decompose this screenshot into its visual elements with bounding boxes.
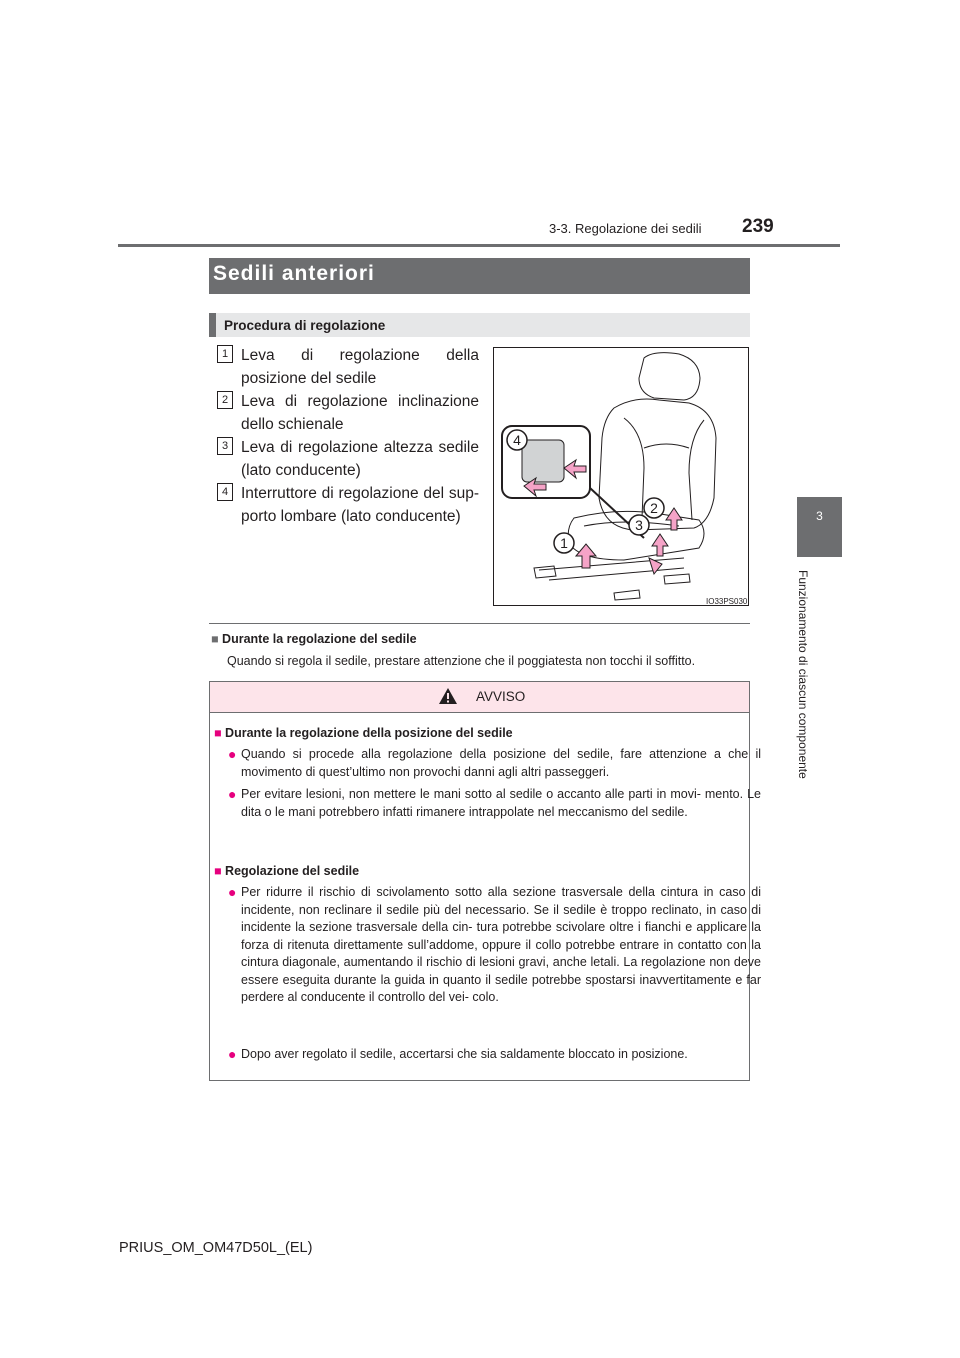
- section-title: 3-3. Regolazione dei sedili: [549, 221, 702, 236]
- chapter-tab-number: 3: [816, 509, 823, 523]
- seat-drawing: [494, 348, 748, 605]
- warning-section-heading-text: Durante la regolazione della posizione del sedile: [225, 726, 513, 740]
- callout-label: 1: [560, 535, 568, 551]
- main-heading: Sedili anteriori: [213, 262, 375, 285]
- document-code: PRIUS_OM_OM47D50L_(EL): [119, 1240, 313, 1256]
- headrest: [639, 353, 700, 400]
- callout-label: 4: [513, 432, 521, 448]
- sub-heading: Procedura di regolazione: [224, 318, 386, 333]
- warning-bullet-text: Per ridurre il rischio di scivolamento sotto alla sezione trasversale della cintura in caso di incidente, non reclinare il sedile più del necessario. Se il sedile è troppo reclinato, in caso di incidente la sezione trasversale della cin- tura potrebbe scivolare oltre i fianchi e applicare la forza di ritenuta direttamente sull’addome, oppure il collo potrebbe entrare in contatto con la cintura diagonale, aumentando il rischio di lesioni gravi, anche letali. La regolazione non deve essere eseguita durante la guida in quanto il sedile potrebbe spostarsi inavvertitamente e far perdere al conducente il controllo del vei- colo.: [241, 885, 761, 1004]
- bullet-dot-icon: ●: [228, 1046, 237, 1062]
- square-bullet-icon: ■: [211, 632, 219, 646]
- item-text: Interruttore di regolazione del supporto lombare (lato conducente): [241, 485, 479, 525]
- note-text: Quando si regola il sedile, prestare attenzione che il poggiatesta non tocchi il soffitto.: [227, 654, 696, 668]
- note-heading: [211, 632, 417, 646]
- square-bullet-icon: ■: [214, 726, 222, 740]
- item-text: Leva di regolazione della posizione del sedile: [241, 347, 479, 387]
- arrow-icon: [576, 544, 596, 568]
- page-number: 239: [742, 216, 774, 237]
- item-text: Leva di regolazione inclinazione dello schienale: [241, 393, 479, 433]
- item-number-badge: 1: [217, 345, 233, 363]
- warning-section-heading-text: Regolazione del sedile: [225, 864, 360, 878]
- warning-bullet-text: Per evitare lesioni, non mettere le mani sotto al sedile o accanto alle parti in movi- mento. Le dita o le mani potrebbero infatti rimanere intrappolate nel meccanismo del sedile.: [241, 787, 761, 819]
- figure-code: IO33PS030: [706, 597, 748, 606]
- bullet-dot-icon: ●: [228, 786, 237, 802]
- bullet-dot-icon: ●: [228, 746, 237, 762]
- warning-bullet-text: Quando si procede alla regolazione della posizione del sedile, fare attenzione a che il movimento di quest’ultimo non provochi danni agli altri passeggeri.: [241, 747, 761, 779]
- chapter-tab: [797, 497, 842, 557]
- warning-box: [209, 681, 761, 1081]
- arrow-icon: [666, 508, 682, 530]
- seat-rail: [539, 558, 684, 580]
- item-number-badge: 3: [217, 437, 233, 455]
- seat-illustration: [493, 347, 749, 606]
- section-divider: [209, 623, 750, 624]
- warning-section-heading: [214, 864, 359, 878]
- arrow-icon: [652, 534, 668, 556]
- arrow-icon: [564, 460, 586, 478]
- callout-label: 2: [650, 500, 658, 516]
- warning-header: [210, 682, 749, 713]
- item-number-badge: 2: [217, 391, 233, 409]
- warning-bullet-text: Dopo aver regolato il sedile, accertarsi che sia saldamente bloccato in posizione.: [241, 1047, 688, 1061]
- chapter-tab-label: Funzionamento di ciascun componente: [796, 570, 810, 779]
- sub-heading-marker: [209, 313, 216, 337]
- bullet-dot-icon: ●: [228, 884, 237, 900]
- item-number-badge: 4: [217, 483, 233, 501]
- header-rule: [118, 244, 840, 247]
- warning-triangle-icon: [438, 687, 458, 705]
- callout-label: 3: [635, 517, 643, 533]
- item-text: Leva di regolazione altezza sedile (lato conducente): [241, 439, 479, 479]
- warning-section-heading: [214, 726, 513, 740]
- warning-title: AVVISO: [476, 689, 526, 704]
- square-bullet-icon: ■: [214, 864, 222, 878]
- note-heading-text: Durante la regolazione del sedile: [222, 632, 417, 646]
